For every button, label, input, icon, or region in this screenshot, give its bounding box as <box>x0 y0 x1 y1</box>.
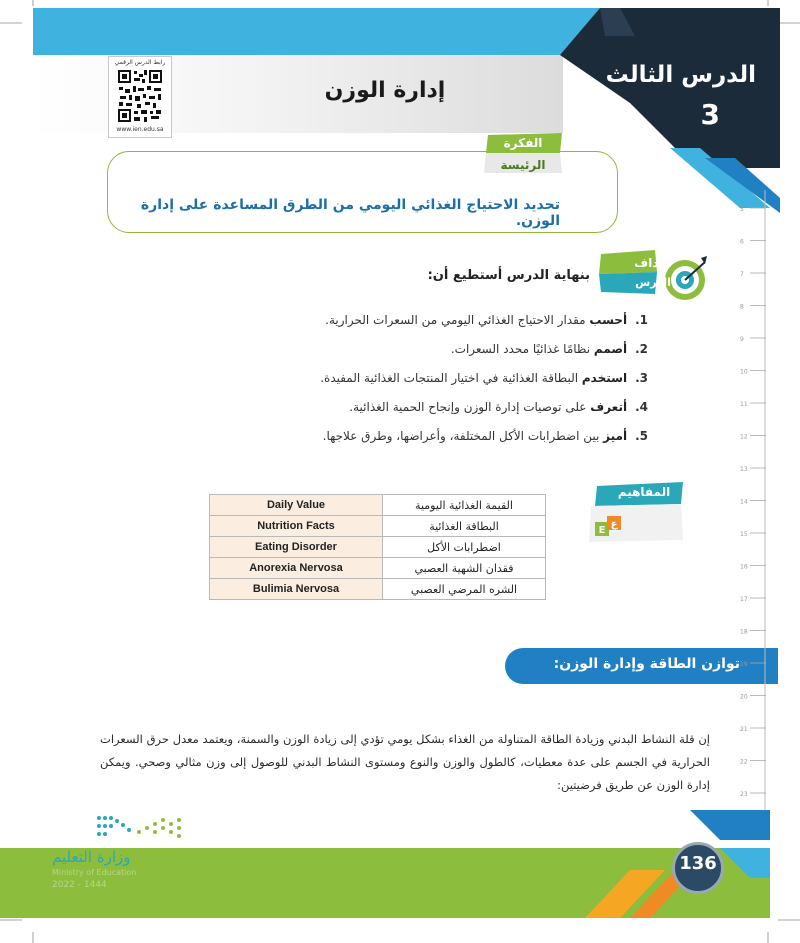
ruler-number: 8 <box>740 303 744 311</box>
section-heading: توازن الطاقة وإدارة الوزن: <box>553 656 740 672</box>
ruler-number: 21 <box>740 726 748 733</box>
table-row <box>210 516 546 537</box>
concept-en: Bulimia Nervosa <box>210 579 383 600</box>
ruler-number: 12 <box>740 433 748 441</box>
objective-item <box>128 342 648 356</box>
qr-code-icon[interactable] <box>117 69 163 123</box>
ruler-number: 7 <box>740 271 744 278</box>
ruler-number: 18 <box>740 628 748 636</box>
objective-verb: أتعرف <box>590 400 628 414</box>
concept-en: Nutrition Facts <box>210 516 383 537</box>
page-title: إدارة الوزن <box>324 78 446 103</box>
objective-text: بين اضطرابات الأكل المختلفة، وأعراضها، وطرق علاجها. <box>322 429 604 443</box>
ruler-number: 23 <box>740 791 748 798</box>
ruler-number: 19 <box>740 661 748 668</box>
lesson-number: 3 <box>700 98 720 131</box>
concept-ar: الشره المرضي العصبي <box>383 579 546 600</box>
objective-verb: أميز <box>603 429 628 443</box>
table-row <box>210 579 546 600</box>
ministry-logo-dots-icon <box>95 812 185 844</box>
concept-ar: اضطرابات الأكل <box>383 537 546 558</box>
objective-item <box>128 371 648 385</box>
objective-verb: استخدم <box>581 371 628 385</box>
concept-en: Anorexia Nervosa <box>210 558 383 579</box>
ministry-subtitle: Ministry of Education <box>52 868 137 877</box>
ruler-number: 17 <box>740 596 748 603</box>
table-row <box>210 537 546 558</box>
main-idea-tab-line1: الفكرة <box>503 136 543 150</box>
lesson-label: الدرس الثالث <box>605 62 756 88</box>
ruler-number: 10 <box>740 368 748 376</box>
table-row <box>210 558 546 579</box>
objectives-tab-line2: الدرس <box>635 276 671 289</box>
ministry-name: وزارة التعليم <box>52 848 131 866</box>
ministry-year: 2022 - 1444 <box>52 880 107 890</box>
qr-caption: رابط الدرس الرقمي <box>114 59 166 66</box>
objective-verb: أحسب <box>589 313 628 327</box>
footer-stripes <box>570 800 770 918</box>
objective-text: على توصيات إدارة الوزن وإنجاح الحمية الغذائية. <box>349 400 591 414</box>
qr-url[interactable]: www.ien.edu.sa <box>116 126 164 133</box>
concept-ar: القيمة الغذائية اليومية <box>383 495 546 516</box>
qr-card[interactable] <box>108 56 172 138</box>
concept-ar: البطاقة الغذائية <box>383 516 546 537</box>
objective-number: 3. <box>635 371 648 385</box>
ruler-number: 16 <box>740 563 748 571</box>
main-idea-tab-line2: الرئيسة <box>500 158 546 172</box>
objective-number: 1. <box>635 313 648 327</box>
objective-number: 4. <box>635 400 648 414</box>
ruler-number: 14 <box>740 498 748 506</box>
objective-number: 2. <box>635 342 648 356</box>
objective-text: مقدار الاحتياج الغذائي اليومي من السعرات الحرارية. <box>325 313 590 327</box>
objective-text: نظامًا غذائيًا محدد السعرات. <box>450 342 594 356</box>
ruler-number: 20 <box>740 693 748 701</box>
objectives-intro: بنهاية الدرس أستطيع أن: <box>427 268 590 283</box>
objective-item <box>128 313 648 327</box>
ruler-number: 11 <box>740 401 748 408</box>
concept-en: Eating Disorder <box>210 537 383 558</box>
objective-text: البطاقة الغذائية في اختيار المنتجات الغذائية المفيدة. <box>320 371 582 385</box>
concepts-label: المفاهيم <box>617 485 671 499</box>
objectives-tab-line1: أهداف <box>634 256 672 270</box>
ruler-number: 15 <box>740 531 748 538</box>
objective-number: 5. <box>635 429 648 443</box>
objective-item <box>128 400 648 414</box>
objective-item <box>128 429 648 443</box>
concepts-letter-e: E <box>598 525 606 536</box>
ruler-number: 9 <box>740 336 744 343</box>
concepts-table <box>209 494 546 600</box>
concept-ar: فقدان الشهية العصبي <box>383 558 546 579</box>
body-paragraph: إن قلة النشاط البدني وزيادة الطاقة المتناولة من الغذاء بشكل يومي تؤدي إلى زيادة الوزن والسمنة، ويعتمد معدل حرق السعرات الحرارية في الجسم على عدة معطيات، كالطول والوزن والنوع ومستوى النشاط البدني للوصول إلى وزن مثالي وصحي. ويمكن إدارة الوزن عن طريق فرضيتين: <box>100 732 710 792</box>
ruler-number: 6 <box>740 238 744 246</box>
ruler-number: 13 <box>740 466 748 473</box>
side-ruler <box>736 190 766 840</box>
page-number: 136 <box>679 853 717 874</box>
main-idea-text: تحديد الاحتياج الغذائي اليومي من الطرق المساعدة على إدارة الوزن. <box>140 197 560 229</box>
objective-verb: أصمم <box>593 342 628 356</box>
concepts-letter-ar: ع <box>610 519 618 530</box>
ruler-number: 22 <box>740 758 748 766</box>
table-row <box>210 495 546 516</box>
concept-en: Daily Value <box>210 495 383 516</box>
ruler-number: 5 <box>740 206 744 213</box>
